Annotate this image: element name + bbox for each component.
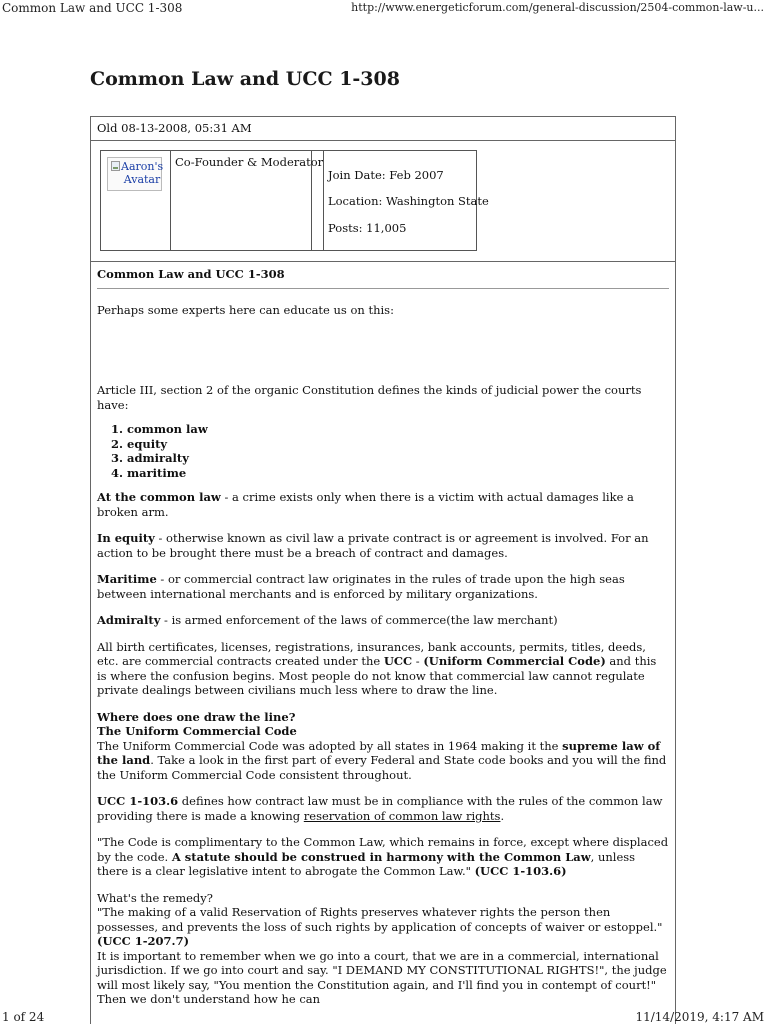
birth-certificates-text: All birth certificates, licenses, registrations, insurances, bank accounts, permits, titles, deeds, etc. are commercial contracts created under the <box>97 639 646 668</box>
birth-certificates-paragraph <box>97 640 669 698</box>
common-law-text: - a crime exists only when there is a victim with actual damages like a broken arm. <box>97 490 634 519</box>
code-quote-text-2: , unless there is a clear legislative intent to abrogate the Common Law." <box>97 849 636 878</box>
post-divider <box>97 288 669 289</box>
join-date: Join Date: Feb 2007 <box>328 168 444 182</box>
post-body <box>91 267 675 1007</box>
post-title: Common Law and UCC 1-308 <box>97 267 285 281</box>
print-doc-title: Common Law and UCC 1-308 <box>2 1 183 15</box>
equity-text: - otherwise known as civil law a private contract is or agreement is involved. For an action to be brought there must be a breach of contract and damages. <box>97 531 649 560</box>
ucc-1036-paragraph <box>97 794 669 823</box>
remedy-paragraph <box>97 891 669 1007</box>
common-law-paragraph <box>97 490 669 519</box>
intro-text: Perhaps some experts here can educate us on this: <box>97 302 394 317</box>
uniform-code-heading: The Uniform Commercial Code <box>97 724 297 738</box>
list-item: 3. admiralty <box>127 451 669 466</box>
uniform-code-paragraph <box>97 710 669 783</box>
code-quote-text: "The Code is complimentary to the Common Law, which remains in force, except where displaced by the code. <box>97 835 669 864</box>
ucc-1036-cite: (UCC 1-103.6) <box>474 864 567 878</box>
ucc-full-term: (Uniform Commercial Code) <box>423 654 606 668</box>
spacer-cell <box>312 151 324 250</box>
code-quote-paragraph <box>97 835 669 879</box>
uniform-code-text-2: . Take a look in the first part of every Federal and State code books and you will the find the Uniform Commercial Code consistent throughout. <box>97 753 667 782</box>
list-item: 1. common law <box>127 422 669 437</box>
equity-paragraph <box>97 531 669 560</box>
draw-line-question: Where does one draw the line? <box>97 709 296 724</box>
print-url: http://www.energeticforum.com/general-discussion/2504-common-law-u... <box>351 1 764 14</box>
broken-image-icon <box>111 161 120 171</box>
dash-text: - <box>412 654 424 668</box>
ucc-term: UCC <box>383 654 413 668</box>
statute-bold-text: A statute should be construed in harmony with the Common Law <box>171 849 591 864</box>
admiralty-term: Admiralty <box>97 613 161 627</box>
user-info-table <box>100 150 489 251</box>
ucc-1036-text: defines how contract law must be in compliance with the rules of the common law providing there is made a knowing <box>97 794 663 823</box>
page-indicator: 1 of 24 <box>2 1010 45 1024</box>
ucc-1036-end: . <box>500 808 505 823</box>
judicial-powers-list <box>97 422 669 480</box>
admiralty-paragraph <box>97 613 669 628</box>
avatar-cell <box>101 151 171 250</box>
common-law-term: At the common law <box>97 490 221 504</box>
avatar[interactable] <box>107 157 162 191</box>
list-item: 2. equity <box>127 437 669 452</box>
ucc-1036-ref: UCC 1-103.6 <box>97 794 179 808</box>
forum-post <box>90 116 676 1024</box>
post-date: Old 08-13-2008, 05:31 AM <box>91 117 675 141</box>
supreme-law-text: supreme law of the land <box>97 738 661 767</box>
maritime-paragraph <box>97 572 669 601</box>
avatar-alt-text: Aaron's Avatar <box>121 160 164 186</box>
article-intro: Article III, section 2 of the organic Constitution defines the kinds of judicial power the courts have: <box>97 383 642 412</box>
print-timestamp: 11/14/2019, 4:17 AM <box>635 1010 764 1024</box>
user-role: Co-Founder & Moderator <box>171 151 312 250</box>
remedy-text: It is important to remember when we go into a court, that we are in a commercial, international jurisdiction. If we go into court and say. "I DEMAND MY CONSTITUTIONAL RIGHTS!", the judge will most likely say, "You mention the Constitution again, and I'll find you in contempt of court!" Then we don't understand how he can <box>97 948 667 1006</box>
remedy-quote: "The making of a valid Reservation of Rights preserves whatever rights the person then possesses, and prevents the loss of such rights by application of concepts of waiver or estoppel." <box>97 905 663 934</box>
list-item: 4. maritime <box>127 466 669 481</box>
user-stats <box>324 151 489 250</box>
admiralty-text: - is armed enforcement of the laws of commerce(the law merchant) <box>160 613 558 627</box>
user-location: Location: Washington State <box>328 194 489 208</box>
confusion-text: and this is where the confusion begins. Most people do not know that commercial law cannot regulate private dealings between civilians much less where to draw the line. <box>97 654 657 697</box>
reservation-text: reservation of common law rights <box>303 808 501 823</box>
remedy-question: What's the remedy? <box>97 890 213 905</box>
maritime-text: - or commercial contract law originates in the rules of trade upon the high seas between international merchants and is enforced by military organizations. <box>97 572 625 601</box>
equity-term: In equity <box>97 531 155 545</box>
maritime-term: Maritime <box>97 572 157 586</box>
page-title: Common Law and UCC 1-308 <box>90 68 400 90</box>
post-user-row <box>91 141 675 262</box>
uniform-code-text: The Uniform Commercial Code was adopted by all states in 1964 making it the <box>97 738 563 753</box>
post-count: Posts: 11,005 <box>328 221 407 235</box>
ucc-2077-cite: (UCC 1-207.7) <box>97 934 190 948</box>
